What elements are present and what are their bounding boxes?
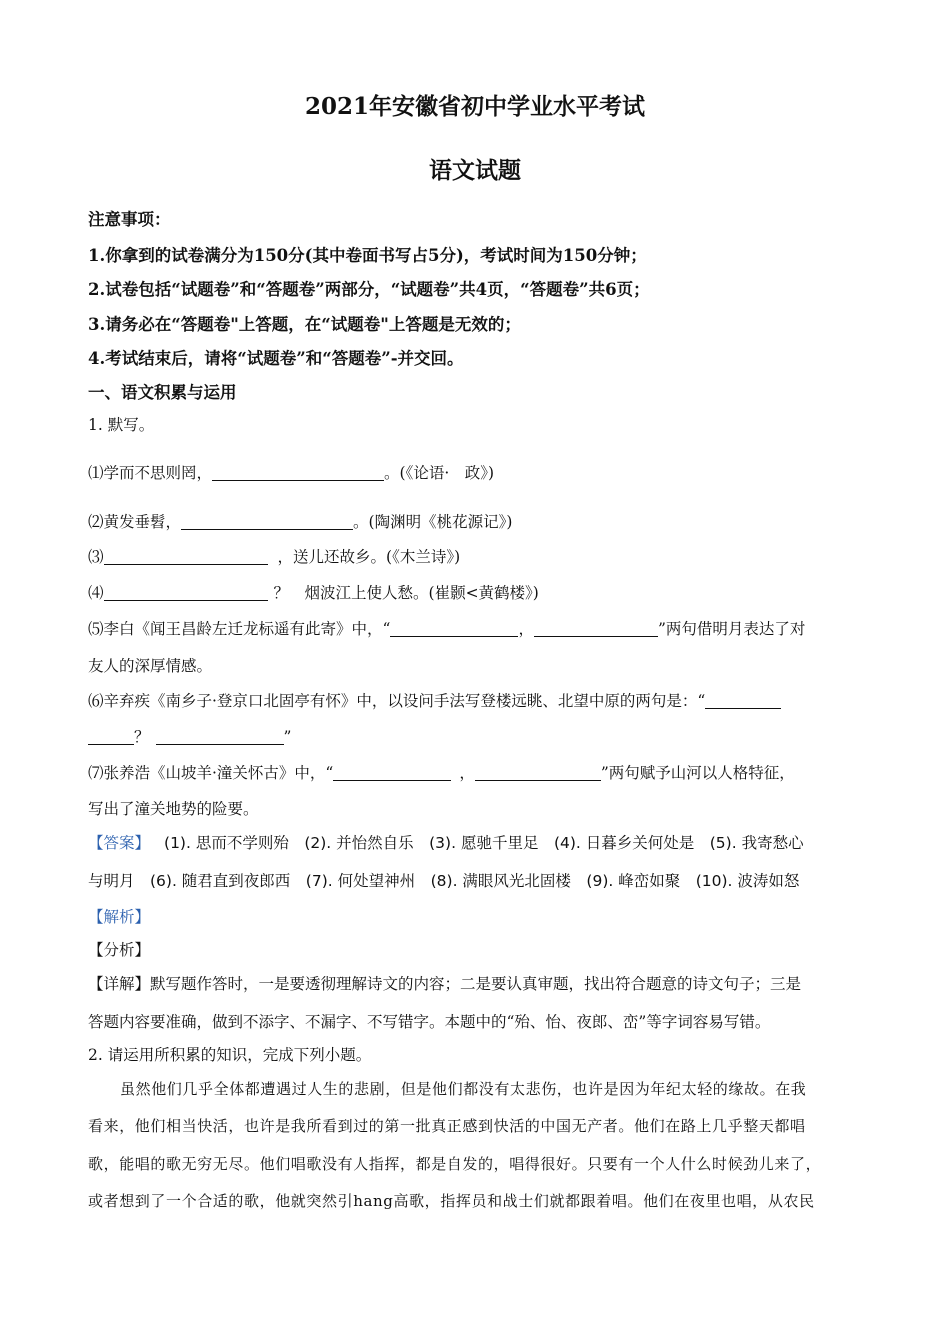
answer-blank[interactable] (104, 584, 268, 601)
passage-line: 看来，他们相当快活，也许是我所看到过的第一批真正感到快活的中国无产者。他们在路上几乎整天都唱 (88, 1117, 806, 1135)
q1-item-7 (88, 761, 795, 783)
answer-line-1 (88, 831, 804, 853)
analysis-tag: 【解析】 (88, 908, 151, 926)
question-2-label: 2. 请运用所积累的知识，完成下列小题。 (88, 1046, 372, 1064)
answer-blank[interactable] (390, 620, 518, 637)
q1-item-5-comma: ， (518, 620, 534, 638)
q1-item-2 (88, 510, 512, 532)
passage-line: 歌，能唱的歌无穷无尽。他们唱歌没有人指挥，都是自发的，唱得很好。只要有一个人什么时候劲儿来了， (88, 1155, 822, 1173)
passage-line: 虽然他们几乎全体都遭遇过人生的悲剧，但是他们都没有太悲伤，也许是因为年纪太轻的缘故。在我 (120, 1080, 807, 1098)
q1-item-7-cont: 写出了潼关地势的险要。 (88, 800, 259, 818)
notice-item-1: 1.你拿到的试卷满分为150分(其中卷面书写占5分)，考试时间为150分钟； (88, 246, 647, 265)
q1-item-6-text: ⑹辛弃疾《南乡子·登京口北固亭有怀》中，以设问手法写登楼远眺、北望中原的两句是：“ (88, 692, 706, 710)
q1-item-4-num: ⑷ (88, 584, 104, 602)
q1-item-5-text: ⑸李白《闻王昌龄左迁龙标遥有此寄》中，“ (88, 620, 391, 638)
page-subtitle: 语文试题 (429, 157, 521, 184)
section-heading: 一、语文积累与运用 (88, 383, 237, 402)
answer-blank[interactable] (534, 620, 658, 637)
q1-item-1-source: 。(《论语· 政》) (384, 464, 495, 482)
q1-item-4-text: ？ 烟波江上使人愁。(崔颢<黄鹤楼》) (273, 584, 539, 602)
q1-item-2-source: 。(陶渊明《桃花源记》) (353, 513, 513, 531)
answer-blank[interactable] (475, 764, 601, 781)
answer-blank[interactable] (156, 728, 284, 745)
detail-line-1: 【详解】默写题作答时，一是要透彻理解诗文的内容；二是要认真审题，找出符合题意的诗文句子；三是 (88, 975, 802, 993)
q1-item-3-text: ，送儿还故乡。(《木兰诗》) (277, 548, 461, 566)
q1-item-5-cont: 友人的深厚情感。 (88, 657, 213, 675)
answer-line-2: 与明月 (6). 随君直到夜郎西 (7). 何处望神州 (8). 满眼风光北固楼 (9). 峰峦如聚 (10). 波涛如怒 (88, 872, 800, 890)
q1-item-6-quote: ” (283, 728, 292, 746)
q1-item-3 (88, 545, 460, 567)
q1-item-3-num: ⑶ (88, 548, 104, 566)
notice-item-2: 2.试卷包括“试题卷”和“答题卷”两部分，“试题卷”共4页，“答题卷”共6页； (88, 280, 650, 299)
notice-item-4: 4.考试结束后，请将“试题卷”和“答题卷”-并交回。 (88, 349, 464, 368)
q1-item-6 (88, 689, 781, 711)
q1-item-5 (88, 617, 805, 639)
q1-item-5-tail: ”两句借明月表达了对 (657, 620, 806, 638)
page-title: 2021年安徽省初中学业水平考试 (304, 93, 645, 120)
q1-item-7-tail: ”两句赋予山河以人格特征， (600, 764, 795, 782)
answer-blank[interactable] (705, 692, 781, 709)
question-1-label: 1. 默写。 (88, 416, 155, 434)
notice-heading: 注意事项： (88, 210, 171, 229)
q1-item-2-text: ⑵黄发垂髫， (88, 513, 182, 531)
detail-line-2: 答题内容要准确，做到不添字、不漏字、不写错字。本题中的“殆、怡、夜郎、峦”等字词容易写错。 (88, 1013, 771, 1031)
answer-blank[interactable] (333, 764, 451, 781)
notice-item-3: 3.请务必在“答题卷"上答题，在“试题卷"上答题是无效的； (88, 315, 521, 334)
q1-item-6-cont (88, 725, 291, 747)
passage-line: 或者想到了一个合适的歌，他就突然引hang高歌，指挥员和战士们就都跟着唱。他们在夜里也唱，从农民 (88, 1192, 815, 1210)
answer-blank[interactable] (104, 548, 268, 565)
q1-item-7-comma: ， (459, 764, 475, 782)
q1-item-1-text: ⑴学而不思则罔， (88, 464, 213, 482)
answer-blank[interactable] (181, 513, 353, 530)
answer-tag: 【答案】 (88, 834, 151, 852)
q1-item-7-text: ⑺张养浩《山坡羊·潼关怀古》中，“ (88, 764, 334, 782)
q1-item-6-q: ？ (134, 728, 150, 746)
answer-blank[interactable] (212, 464, 384, 481)
q1-item-1 (88, 461, 494, 483)
q1-item-4 (88, 581, 539, 603)
fenxi-tag: 【分析】 (88, 941, 151, 959)
answer-text-1: (1). 思而不学则殆 (2). 并怡然自乐 (3). 愿驰千里足 (4). 日暮乡关何处是 (5). 我寄愁心 (164, 834, 804, 852)
answer-blank[interactable] (88, 728, 134, 745)
